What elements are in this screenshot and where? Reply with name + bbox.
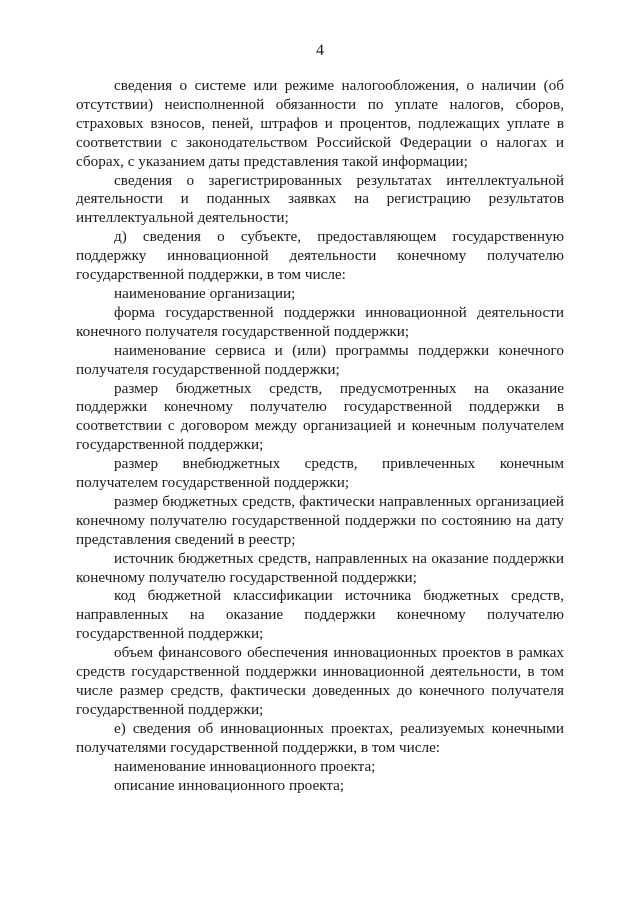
paragraph-tax-regime: сведения о системе или режиме налогообложения, о наличии (об отсутствии) неисполненной обязанности по уплате налогов, сборов, страховых взносов, пеней, штрафов и процентов, подлежащих уплате в соответствии с законодательством Российской Федерации о налогах и сборах, с указанием даты представления такой информации; [76, 77, 564, 170]
paragraph-organization-name: наименование организации; [114, 284, 296, 302]
paragraph-funding-volume: объем финансового обеспечения инновационных проектов в рамках средств государственной поддержки инновационной деятельности, в том числе размер средств, фактически доведенных до конечного получателя государственной поддержки; [76, 644, 564, 718]
paragraph-support-provider: д) сведения о субъекте, предоставляющем государственную поддержку инновационной деятельности конечному получателю государственной поддержки, в том числе: [76, 228, 564, 284]
paragraph-budget-source: источник бюджетных средств, направленных на оказание поддержки конечному получателю государственной поддержки; [76, 549, 564, 586]
document-body [76, 77, 564, 795]
paragraph-budget-planned: размер бюджетных средств, предусмотренных на оказание поддержки конечному получателю государственной поддержки в соответствии с договором между организацией и конечным получателем государственной поддержки; [76, 379, 564, 454]
paragraph-intellectual-property: сведения о зарегистрированных результатах интеллектуальной деятельности и поданных заявках на регистрацию результатов интеллектуальной деятельности; [76, 171, 564, 227]
paragraph-project-name: наименование инновационного проекта; [114, 757, 376, 775]
paragraph-innovation-projects: е) сведения об инновационных проектах, реализуемых конечными получателями государственной поддержки, в том числе: [76, 719, 564, 756]
paragraph-budget-actual: размер бюджетных средств, фактически направленных организацией конечному получателю государственной поддержки по состоянию на дату представления сведений в реестр; [76, 492, 564, 548]
paragraph-support-form: форма государственной поддержки инновационной деятельности конечного получателя государственной поддержки; [76, 303, 564, 340]
paragraph-extrabudgetary: размер внебюджетных средств, привлеченных конечным получателем государственной поддержки; [76, 455, 564, 492]
page-number: 4 [316, 42, 324, 59]
paragraph-budget-code: код бюджетной классификации источника бюджетных средств, направленных на оказание поддержки конечному получателю государственной поддержки; [76, 587, 564, 643]
paragraph-service-name: наименование сервиса и (или) программы поддержки конечного получателя государственной поддержки; [76, 341, 564, 378]
paragraph-project-description: описание инновационного проекта; [114, 776, 345, 794]
